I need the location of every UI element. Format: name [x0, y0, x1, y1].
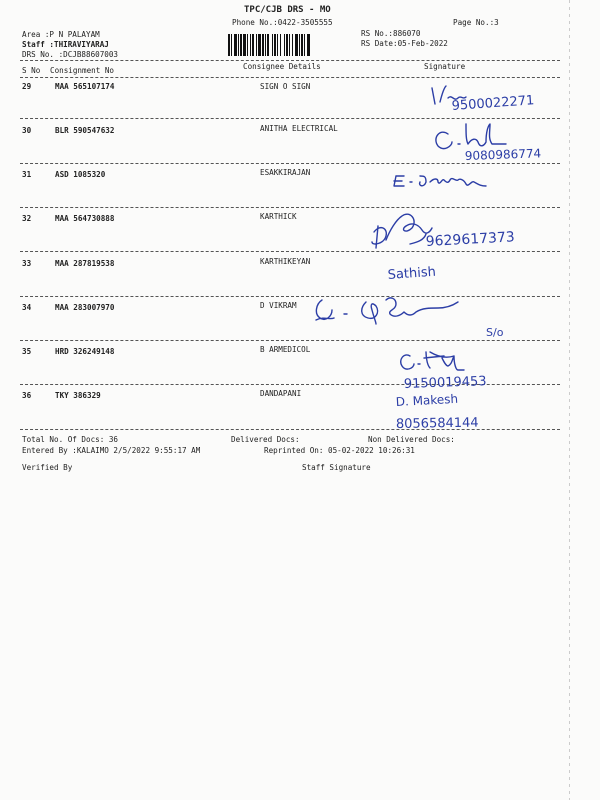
reprinted-on: Reprinted On: 05-02-2022 10:26:31	[264, 446, 415, 455]
row-sno: 34	[22, 303, 32, 312]
barcode	[228, 34, 353, 56]
handwritten-phone: 9500022271	[451, 93, 535, 114]
handwritten-name: Sathish	[387, 264, 437, 283]
page-number: Page No.:3	[453, 18, 499, 27]
delivered-docs: Delivered Docs:	[231, 435, 300, 444]
signature-scribble	[432, 86, 466, 104]
barcode-bar	[247, 34, 248, 56]
handwritten-name: D. Makesh	[395, 391, 459, 409]
barcode-bar	[307, 34, 310, 56]
signature-scribble	[401, 352, 464, 370]
barcode-bar	[286, 34, 288, 56]
barcode-bar	[243, 34, 246, 56]
non-delivered-docs: Non Delivered Docs:	[368, 435, 455, 444]
barcode-bar	[256, 34, 257, 56]
handwritten-phone: 9150019453	[403, 374, 487, 392]
drs-number: DRS No. :DCJB88607003	[22, 50, 119, 59]
row-consignment: HRD 326249148	[55, 347, 115, 356]
entered-by: Entered By :KALAIMO 2/5/2022 9:55:17 AM	[22, 446, 201, 455]
column-consignment: Consignment No	[50, 66, 115, 75]
barcode-bar	[234, 34, 237, 56]
row-consignment: ASD 1085320	[55, 170, 106, 179]
row-divider	[20, 340, 560, 341]
row-sno: 29	[22, 82, 32, 91]
row-consignee: SIGN O SIGN	[260, 82, 311, 91]
barcode-bar	[238, 34, 239, 56]
barcode-bar	[250, 34, 251, 56]
row-consignee: KARTHICK	[260, 212, 297, 221]
row-sno: 32	[22, 214, 32, 223]
row-sno: 33	[22, 259, 32, 268]
row-divider	[20, 384, 560, 385]
row-consignee: B ARMEDICOL	[260, 345, 311, 354]
barcode-bar	[301, 34, 303, 56]
barcode-bar	[262, 34, 264, 56]
barcode-bar	[289, 34, 290, 56]
barcode-bar	[252, 34, 254, 56]
row-sno: 31	[22, 170, 32, 179]
staff-signature: Staff Signature	[302, 463, 371, 472]
barcode-bar	[299, 34, 300, 56]
total-docs: Total No. Of Docs: 36	[22, 435, 119, 444]
row-divider	[20, 429, 560, 430]
column-sno: S No	[22, 66, 41, 75]
barcode-bar	[292, 34, 293, 56]
row-divider	[20, 163, 560, 164]
column-consignee: Consignee Details	[243, 62, 321, 71]
document-title: TPC/CJB DRS - MO	[244, 5, 331, 15]
handwritten-phone: 9629617373	[425, 229, 516, 250]
barcode-bar	[228, 34, 230, 56]
row-sno: 36	[22, 391, 32, 400]
barcode-bar	[284, 34, 285, 56]
row-consignment: BLR 590547632	[55, 126, 115, 135]
verified-by: Verified By	[22, 463, 73, 472]
columns-divider	[20, 77, 560, 78]
area-label: Area :P N PALAYAM	[22, 30, 100, 39]
row-consignee: ANITHA ELECTRICAL	[260, 124, 338, 133]
handwritten-phone: 9080986774	[464, 146, 542, 163]
row-consignee: D VIKRAM	[260, 301, 297, 310]
rs-date: RS Date:05-Feb-2022	[361, 39, 448, 48]
barcode-bar	[231, 34, 232, 56]
barcode-bar	[280, 34, 281, 56]
row-divider	[20, 251, 560, 252]
signature-scribble	[436, 124, 506, 149]
row-consignee: DANDAPANI	[260, 389, 302, 398]
row-divider	[20, 207, 560, 208]
header-divider	[20, 60, 560, 61]
barcode-bar	[274, 34, 276, 56]
row-sno: 35	[22, 347, 32, 356]
signature-scribble	[372, 214, 432, 248]
barcode-bar	[267, 34, 269, 56]
handwritten-note: S/o	[486, 326, 504, 339]
row-consignment: MAA 564730888	[55, 214, 115, 223]
row-divider	[20, 296, 560, 297]
row-consignment: MAA 287819538	[55, 259, 115, 268]
column-signature: Signature	[424, 62, 466, 71]
page-edge	[569, 0, 570, 800]
barcode-bar	[272, 34, 273, 56]
barcode-bar	[265, 34, 266, 56]
barcode-bar	[240, 34, 242, 56]
row-consignment: MAA 565107174	[55, 82, 115, 91]
barcode-bar	[258, 34, 261, 56]
signature-scribble	[316, 298, 458, 324]
barcode-bar	[295, 34, 298, 56]
row-consignment: MAA 283007970	[55, 303, 115, 312]
barcode-bar	[277, 34, 278, 56]
rs-number: RS No.:886070	[361, 29, 421, 38]
row-divider	[20, 118, 560, 119]
phone-number: Phone No.:0422-3505555	[232, 18, 333, 27]
row-consignee: KARTHIKEYAN	[260, 257, 311, 266]
row-sno: 30	[22, 126, 32, 135]
row-consignee: ESAKKIRAJAN	[260, 168, 311, 177]
handwritten-phone: 8056584144	[395, 415, 479, 432]
row-consignment: TKY 386329	[55, 391, 101, 400]
signature-scribble	[394, 176, 486, 186]
staff-label: Staff :THIRAVIYARAJ	[22, 40, 109, 49]
barcode-bar	[304, 34, 305, 56]
